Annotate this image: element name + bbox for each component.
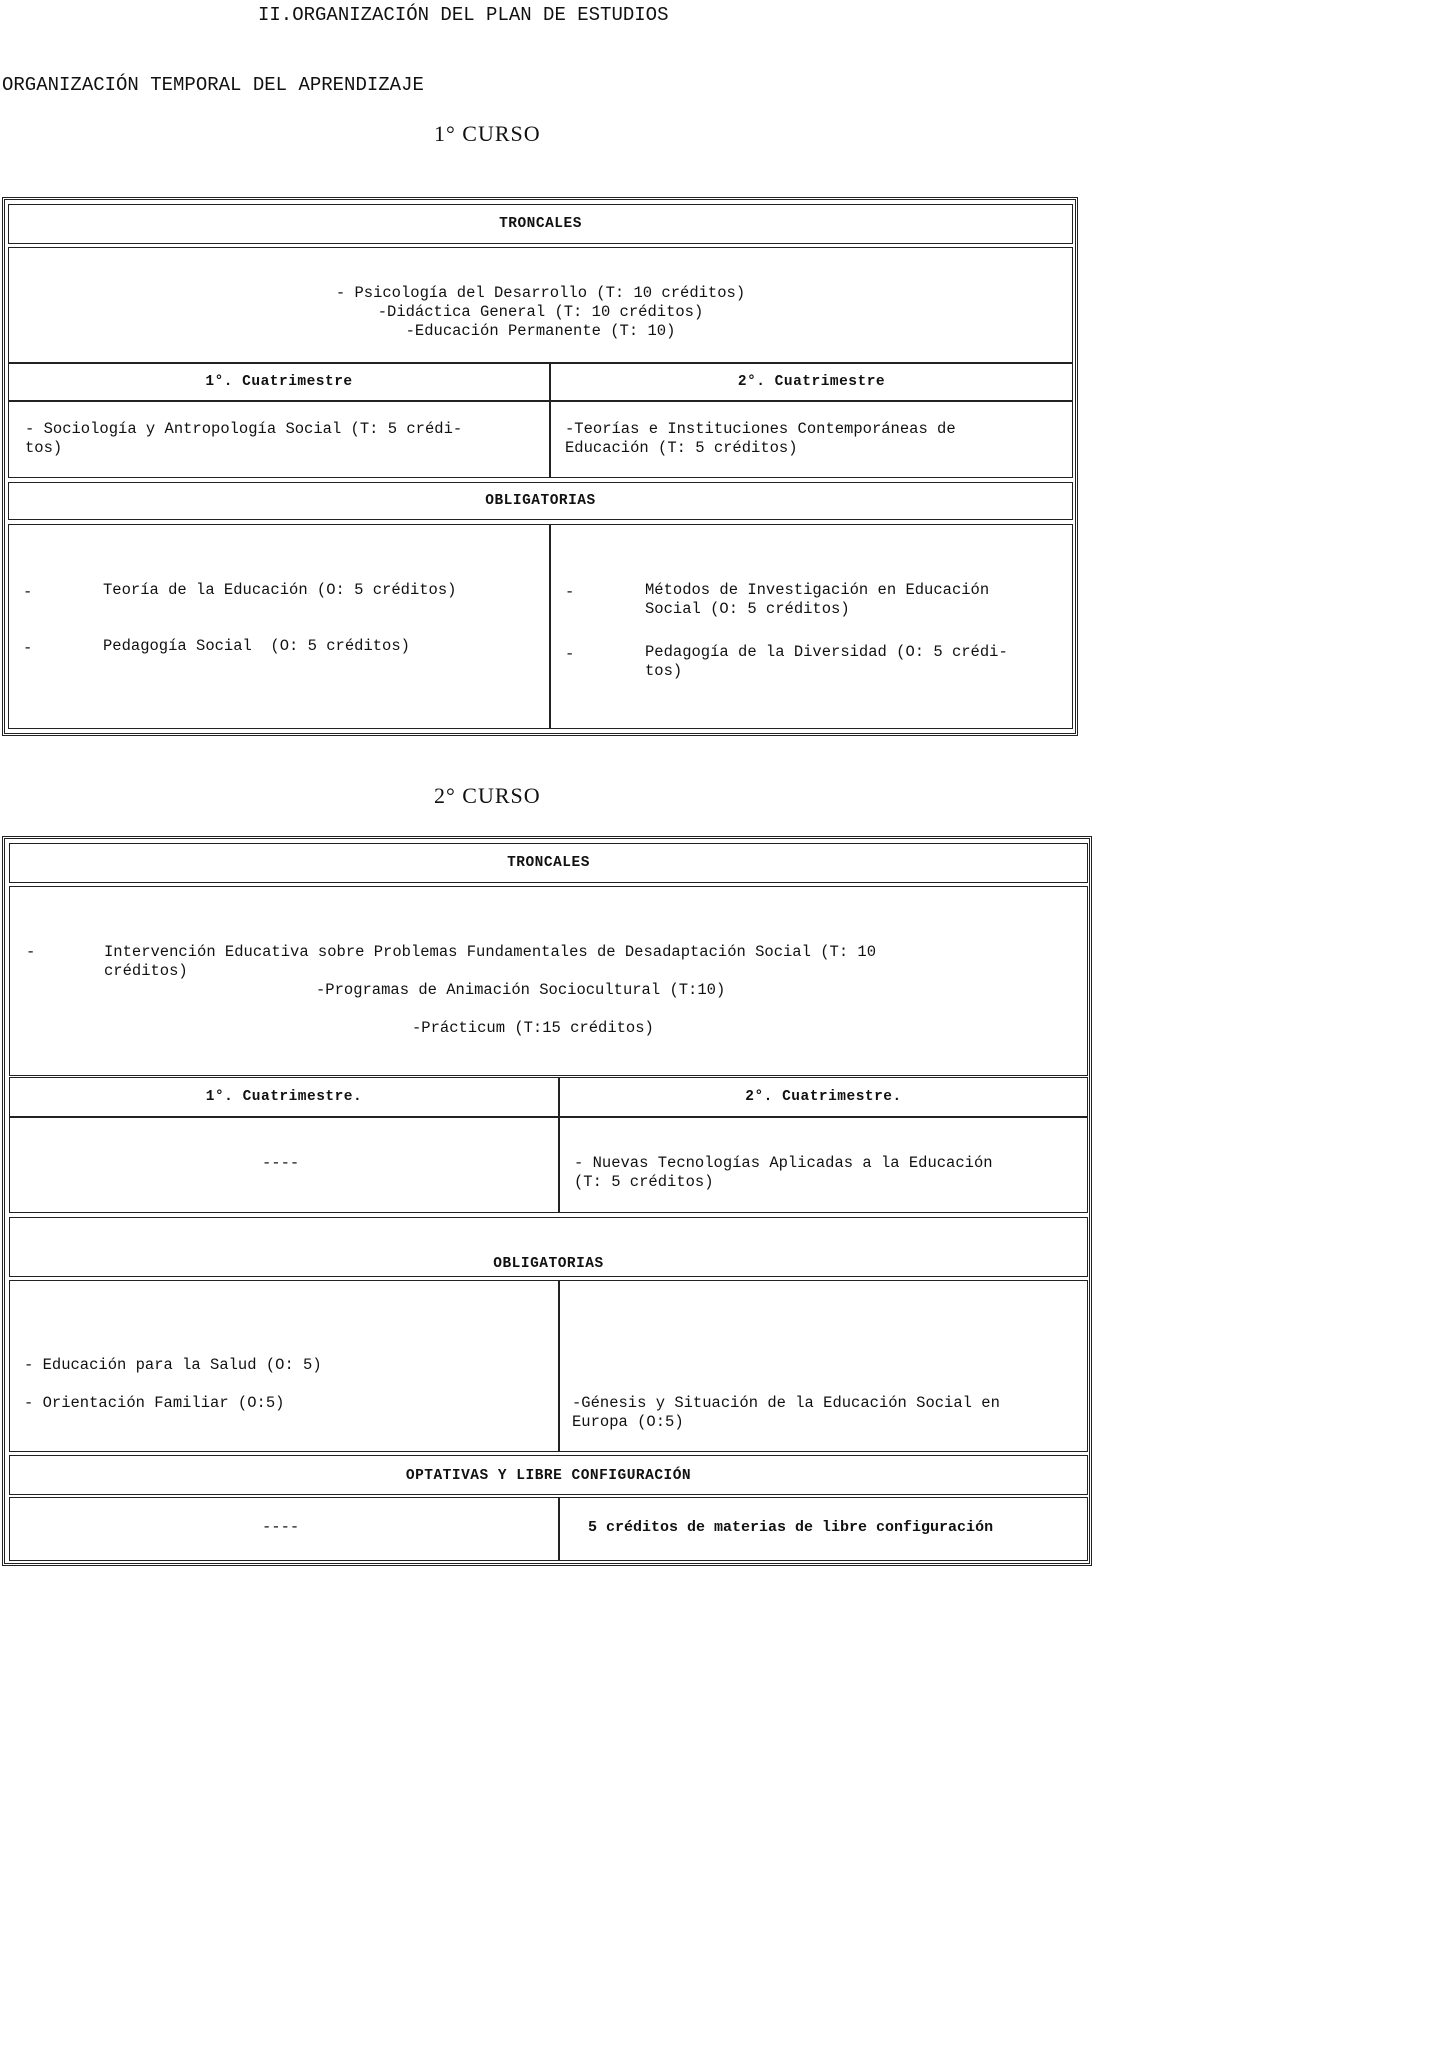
curso2-cuatri2-body — [559, 1117, 1088, 1213]
curso2-troncales-body: - Intervención Educativa sobre Problemas Fundamentales de Desadaptación Social (T: 10 créditos) -Programas de Animación Sociocultural (T:10) -Prácticum (T:15 créditos) — [9, 886, 1088, 1076]
curso2-optativas-left — [9, 1497, 559, 1561]
curso1-troncal-item: - Psicología del Desarrollo (T: 10 créditos) — [335, 284, 746, 302]
curso1-title: 1° CURSO — [434, 121, 541, 146]
curso1-troncales-body — [8, 247, 1073, 363]
curso1-oblig-right: - Métodos de Investigación en Educación Social (O: 5 créditos) - Pedagogía de la Diversidad (O: 5 crédi- tos) — [550, 524, 1073, 729]
curso1-oblig-item: Teoría de la Educación (O: 5 créditos) — [103, 581, 457, 599]
curso2-optativas-left-value: ---- — [262, 1518, 300, 1536]
curso2-troncal-item — [104, 943, 876, 981]
curso2-optativas-right — [559, 1497, 1088, 1561]
curso1-cuatri1-body — [8, 401, 550, 478]
curso1-oblig-right-line: Social (O: 5 créditos) — [645, 600, 850, 618]
curso1-troncal-item: -Didáctica General (T: 10 créditos) — [377, 303, 704, 321]
curso2-cuatri1-value: ---- — [262, 1154, 300, 1172]
curso1-oblig-right-line: Métodos de Investigación en Educación — [645, 581, 990, 599]
curso2-troncal-line: Intervención Educativa sobre Problemas Fundamentales de Desadaptación Social (T: 10 — [104, 943, 877, 961]
curso1-cuatri1-line: tos) — [25, 439, 63, 457]
curso1-cuatri2-line: -Teorías e Instituciones Contemporáneas de — [565, 420, 956, 438]
curso2-oblig-item: - Orientación Familiar (O:5) — [24, 1394, 285, 1412]
curso1-oblig-item: Pedagogía Social (O: 5 créditos) — [103, 637, 410, 655]
curso1-cuatri2-header: 2°. Cuatrimestre — [550, 363, 1073, 401]
curso2-troncales-header: TRONCALES — [9, 843, 1088, 883]
curso2-optativas-right-value: 5 créditos de materias de libre configuración — [588, 1519, 994, 1536]
curso1-troncal-item: -Educación Permanente (T: 10) — [405, 322, 676, 340]
curso2-cuatri2-line: (T: 5 créditos) — [574, 1173, 714, 1191]
curso1-cuatri2-body — [550, 401, 1073, 478]
curso1-oblig-right-item — [645, 643, 1008, 681]
curso2-troncal-item: -Prácticum (T:15 créditos) — [412, 1019, 654, 1037]
curso2-oblig-item: - Educación para la Salud (O: 5) — [24, 1356, 322, 1374]
curso2-cuatri1-body — [9, 1117, 559, 1213]
curso1-cuatri1-line: - Sociología y Antropología Social (T: 5 crédi- — [25, 420, 463, 438]
curso2-table — [2, 836, 1092, 1566]
curso1-oblig-right-line: Pedagogía de la Diversidad (O: 5 crédi- — [645, 643, 1008, 661]
curso2-cuatri1-header: 1°. Cuatrimestre. — [9, 1077, 559, 1117]
curso2-obligatorias-header: OBLIGATORIAS — [9, 1217, 1088, 1277]
curso2-cuatri2-header: 2°. Cuatrimestre. — [559, 1077, 1088, 1117]
curso2-oblig-right-item — [572, 1394, 1000, 1432]
curso2-oblig-right-line: Europa (O:5) — [572, 1413, 684, 1431]
curso1-oblig-right-line: tos) — [645, 662, 683, 680]
curso2-optativas-header: OPTATIVAS Y LIBRE CONFIGURACIÓN — [9, 1455, 1088, 1495]
curso2-oblig-right-line: -Génesis y Situación de la Educación Social en — [572, 1394, 1000, 1412]
curso1-cuatri2-line: Educación (T: 5 créditos) — [565, 439, 798, 457]
curso1-oblig-right-item — [645, 581, 989, 619]
subtitle: ORGANIZACIÓN TEMPORAL DEL APRENDIZAJE — [2, 74, 424, 96]
curso1-troncales-header: TRONCALES — [8, 204, 1073, 244]
curso2-oblig-left — [9, 1280, 559, 1452]
curso2-oblig-right — [559, 1280, 1088, 1452]
section-title: II.ORGANIZACIÓN DEL PLAN DE ESTUDIOS — [258, 4, 669, 26]
curso2-title: 2° CURSO — [434, 783, 541, 808]
curso2-cuatri2-line: - Nuevas Tecnologías Aplicadas a la Educación — [574, 1154, 993, 1172]
curso2-troncal-line: créditos) — [104, 962, 188, 980]
curso2-troncal-item: -Programas de Animación Sociocultural (T:10) — [316, 981, 726, 999]
curso1-obligatorias-header: OBLIGATORIAS — [8, 482, 1073, 520]
curso1-oblig-left: - Teoría de la Educación (O: 5 créditos) - Pedagogía Social (O: 5 créditos) — [8, 524, 550, 729]
curso1-cuatri1-header: 1°. Cuatrimestre — [8, 363, 550, 401]
curso1-table — [2, 197, 1078, 736]
